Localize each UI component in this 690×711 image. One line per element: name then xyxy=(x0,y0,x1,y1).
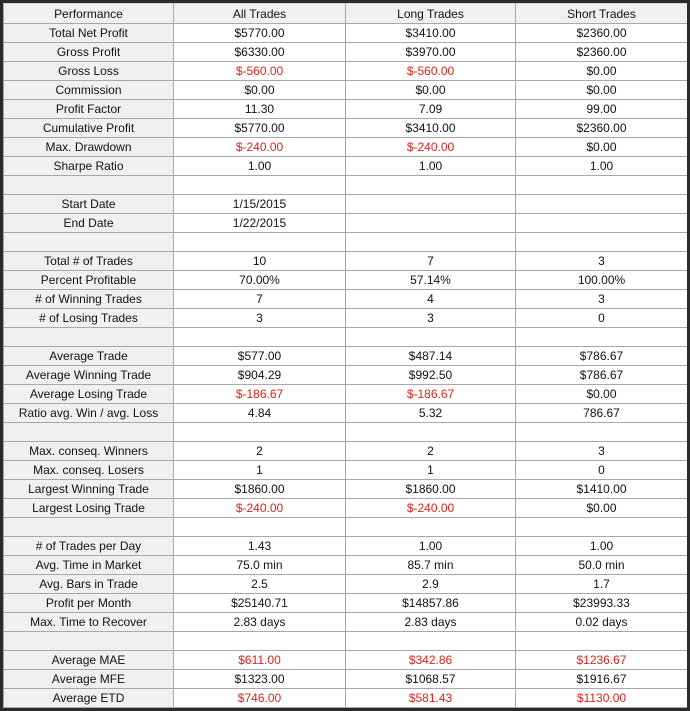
cell-all-trades: $-240.00 xyxy=(174,499,346,518)
cell-short-trades: 3 xyxy=(516,252,688,271)
cell-all-trades: 11.30 xyxy=(174,100,346,119)
cell-long-trades: 2 xyxy=(346,442,516,461)
table-row xyxy=(4,309,688,328)
cell-long-trades: $3970.00 xyxy=(346,43,516,62)
row-label: Average MAE xyxy=(4,651,174,670)
cell-long-trades: 1 xyxy=(346,461,516,480)
table-row-spacer xyxy=(4,423,688,442)
table-row xyxy=(4,252,688,271)
cell-long-trades: 1.00 xyxy=(346,537,516,556)
row-label: Total # of Trades xyxy=(4,252,174,271)
row-label xyxy=(4,423,174,442)
cell-all-trades: 1.43 xyxy=(174,537,346,556)
cell-short-trades: 1.00 xyxy=(516,157,688,176)
row-label: Total Net Profit xyxy=(4,24,174,43)
table-row xyxy=(4,271,688,290)
cell-long-trades: 57.14% xyxy=(346,271,516,290)
cell-short-trades: 0 xyxy=(516,461,688,480)
cell-all-trades xyxy=(174,233,346,252)
cell-all-trades: $5770.00 xyxy=(174,119,346,138)
table-row xyxy=(4,81,688,100)
cell-long-trades: 2.9 xyxy=(346,575,516,594)
table-row xyxy=(4,442,688,461)
cell-short-trades: $0.00 xyxy=(516,385,688,404)
row-label: Sharpe Ratio xyxy=(4,157,174,176)
cell-all-trades: $577.00 xyxy=(174,347,346,366)
row-label: # of Winning Trades xyxy=(4,290,174,309)
cell-long-trades xyxy=(346,328,516,347)
cell-short-trades: $1410.00 xyxy=(516,480,688,499)
table-row xyxy=(4,138,688,157)
row-label: Gross Profit xyxy=(4,43,174,62)
cell-all-trades xyxy=(174,328,346,347)
header-row xyxy=(4,4,688,24)
cell-long-trades: 4 xyxy=(346,290,516,309)
table-row xyxy=(4,651,688,670)
cell-all-trades: 3 xyxy=(174,309,346,328)
cell-short-trades: $1916.67 xyxy=(516,670,688,689)
table-row xyxy=(4,575,688,594)
cell-short-trades: 0 xyxy=(516,309,688,328)
row-label: Ratio avg. Win / avg. Loss xyxy=(4,404,174,423)
table-row xyxy=(4,214,688,233)
cell-all-trades: 1/15/2015 xyxy=(174,195,346,214)
row-label: End Date xyxy=(4,214,174,233)
row-label: Average Trade xyxy=(4,347,174,366)
cell-short-trades: 1.7 xyxy=(516,575,688,594)
cell-all-trades: $-186.67 xyxy=(174,385,346,404)
cell-short-trades: 50.0 min xyxy=(516,556,688,575)
row-label: Gross Loss xyxy=(4,62,174,81)
row-label: Avg. Bars in Trade xyxy=(4,575,174,594)
table-row xyxy=(4,689,688,708)
performance-table xyxy=(3,3,687,708)
row-label: Cumulative Profit xyxy=(4,119,174,138)
cell-long-trades: 7 xyxy=(346,252,516,271)
table-row xyxy=(4,670,688,689)
row-label xyxy=(4,233,174,252)
cell-long-trades: $487.14 xyxy=(346,347,516,366)
cell-short-trades: $0.00 xyxy=(516,138,688,157)
column-header-performance[interactable]: Performance xyxy=(4,4,174,24)
row-label xyxy=(4,518,174,537)
cell-short-trades: $0.00 xyxy=(516,81,688,100)
table-row xyxy=(4,366,688,385)
row-label: Profit per Month xyxy=(4,594,174,613)
table-row-spacer xyxy=(4,328,688,347)
cell-long-trades: $14857.86 xyxy=(346,594,516,613)
cell-long-trades: 2.83 days xyxy=(346,613,516,632)
cell-all-trades: 1.00 xyxy=(174,157,346,176)
cell-all-trades: 10 xyxy=(174,252,346,271)
cell-long-trades: 1.00 xyxy=(346,157,516,176)
cell-all-trades: $904.29 xyxy=(174,366,346,385)
table-row xyxy=(4,195,688,214)
cell-short-trades xyxy=(516,518,688,537)
table-body xyxy=(4,24,688,708)
table-row xyxy=(4,62,688,81)
cell-all-trades: 75.0 min xyxy=(174,556,346,575)
cell-long-trades xyxy=(346,423,516,442)
cell-all-trades: $611.00 xyxy=(174,651,346,670)
cell-short-trades: $2360.00 xyxy=(516,43,688,62)
table-row xyxy=(4,157,688,176)
cell-short-trades: 1.00 xyxy=(516,537,688,556)
row-label: Average Losing Trade xyxy=(4,385,174,404)
cell-all-trades: $6330.00 xyxy=(174,43,346,62)
table-row xyxy=(4,480,688,499)
cell-short-trades xyxy=(516,214,688,233)
cell-all-trades xyxy=(174,632,346,651)
cell-long-trades: 3 xyxy=(346,309,516,328)
cell-long-trades xyxy=(346,632,516,651)
cell-all-trades: 1/22/2015 xyxy=(174,214,346,233)
table-row xyxy=(4,385,688,404)
cell-short-trades: 100.00% xyxy=(516,271,688,290)
cell-long-trades: $-560.00 xyxy=(346,62,516,81)
row-label: Max. Drawdown xyxy=(4,138,174,157)
table-row xyxy=(4,613,688,632)
table-row xyxy=(4,290,688,309)
cell-short-trades xyxy=(516,195,688,214)
cell-short-trades xyxy=(516,423,688,442)
table-row xyxy=(4,404,688,423)
cell-all-trades: $0.00 xyxy=(174,81,346,100)
cell-short-trades: $1130.00 xyxy=(516,689,688,708)
cell-all-trades: 2.83 days xyxy=(174,613,346,632)
table-row xyxy=(4,537,688,556)
cell-long-trades xyxy=(346,214,516,233)
table-row-spacer xyxy=(4,632,688,651)
table-row-spacer xyxy=(4,233,688,252)
cell-all-trades xyxy=(174,518,346,537)
cell-short-trades xyxy=(516,328,688,347)
cell-all-trades: 4.84 xyxy=(174,404,346,423)
cell-short-trades: $786.67 xyxy=(516,366,688,385)
row-label xyxy=(4,176,174,195)
cell-all-trades: 70.00% xyxy=(174,271,346,290)
row-label: Largest Winning Trade xyxy=(4,480,174,499)
row-label: Average Winning Trade xyxy=(4,366,174,385)
table-row xyxy=(4,594,688,613)
cell-short-trades: $0.00 xyxy=(516,499,688,518)
cell-long-trades xyxy=(346,176,516,195)
column-header-short-trades[interactable]: Short Trades xyxy=(516,4,688,24)
table-row xyxy=(4,347,688,366)
cell-long-trades: $-240.00 xyxy=(346,499,516,518)
cell-all-trades: $-560.00 xyxy=(174,62,346,81)
column-header-long-trades[interactable]: Long Trades xyxy=(346,4,516,24)
cell-long-trades xyxy=(346,518,516,537)
cell-short-trades xyxy=(516,233,688,252)
row-label: # of Losing Trades xyxy=(4,309,174,328)
table-row xyxy=(4,43,688,62)
row-label: Percent Profitable xyxy=(4,271,174,290)
cell-long-trades: $0.00 xyxy=(346,81,516,100)
cell-long-trades: 7.09 xyxy=(346,100,516,119)
cell-short-trades xyxy=(516,176,688,195)
cell-long-trades: $-186.67 xyxy=(346,385,516,404)
cell-short-trades: 3 xyxy=(516,290,688,309)
row-label: Avg. Time in Market xyxy=(4,556,174,575)
row-label: Profit Factor xyxy=(4,100,174,119)
row-label: Commission xyxy=(4,81,174,100)
cell-short-trades: $2360.00 xyxy=(516,24,688,43)
cell-all-trades: 7 xyxy=(174,290,346,309)
table-row xyxy=(4,24,688,43)
cell-all-trades: $5770.00 xyxy=(174,24,346,43)
cell-long-trades: $3410.00 xyxy=(346,24,516,43)
cell-long-trades: $1068.57 xyxy=(346,670,516,689)
cell-all-trades xyxy=(174,423,346,442)
cell-short-trades: $23993.33 xyxy=(516,594,688,613)
cell-long-trades: $3410.00 xyxy=(346,119,516,138)
cell-short-trades: 3 xyxy=(516,442,688,461)
row-label: Max. Time to Recover xyxy=(4,613,174,632)
cell-all-trades: 1 xyxy=(174,461,346,480)
cell-long-trades: 85.7 min xyxy=(346,556,516,575)
row-label: Start Date xyxy=(4,195,174,214)
table-row xyxy=(4,119,688,138)
cell-all-trades: $1323.00 xyxy=(174,670,346,689)
cell-long-trades: $-240.00 xyxy=(346,138,516,157)
table-row xyxy=(4,100,688,119)
cell-short-trades: $2360.00 xyxy=(516,119,688,138)
column-header-all-trades[interactable]: All Trades xyxy=(174,4,346,24)
table-row xyxy=(4,499,688,518)
cell-short-trades: $0.00 xyxy=(516,62,688,81)
row-label: Largest Losing Trade xyxy=(4,499,174,518)
cell-long-trades: $342.86 xyxy=(346,651,516,670)
row-label: Max. conseq. Winners xyxy=(4,442,174,461)
row-label: Max. conseq. Losers xyxy=(4,461,174,480)
cell-all-trades: 2.5 xyxy=(174,575,346,594)
row-label: # of Trades per Day xyxy=(4,537,174,556)
cell-all-trades: $746.00 xyxy=(174,689,346,708)
table-row-spacer xyxy=(4,518,688,537)
row-label: Average MFE xyxy=(4,670,174,689)
row-label xyxy=(4,328,174,347)
cell-short-trades: 99.00 xyxy=(516,100,688,119)
table-row-spacer xyxy=(4,176,688,195)
performance-report-window xyxy=(3,3,687,708)
cell-long-trades: $1860.00 xyxy=(346,480,516,499)
table-row xyxy=(4,556,688,575)
table-row xyxy=(4,461,688,480)
cell-all-trades: $1860.00 xyxy=(174,480,346,499)
cell-all-trades: $-240.00 xyxy=(174,138,346,157)
cell-short-trades: $786.67 xyxy=(516,347,688,366)
cell-long-trades: 5.32 xyxy=(346,404,516,423)
cell-all-trades: $25140.71 xyxy=(174,594,346,613)
cell-all-trades xyxy=(174,176,346,195)
cell-long-trades: $992.50 xyxy=(346,366,516,385)
cell-short-trades: 0.02 days xyxy=(516,613,688,632)
cell-long-trades xyxy=(346,195,516,214)
cell-long-trades xyxy=(346,233,516,252)
row-label xyxy=(4,632,174,651)
cell-short-trades: $1236.67 xyxy=(516,651,688,670)
cell-short-trades xyxy=(516,632,688,651)
cell-short-trades: 786.67 xyxy=(516,404,688,423)
row-label: Average ETD xyxy=(4,689,174,708)
cell-long-trades: $581.43 xyxy=(346,689,516,708)
cell-all-trades: 2 xyxy=(174,442,346,461)
